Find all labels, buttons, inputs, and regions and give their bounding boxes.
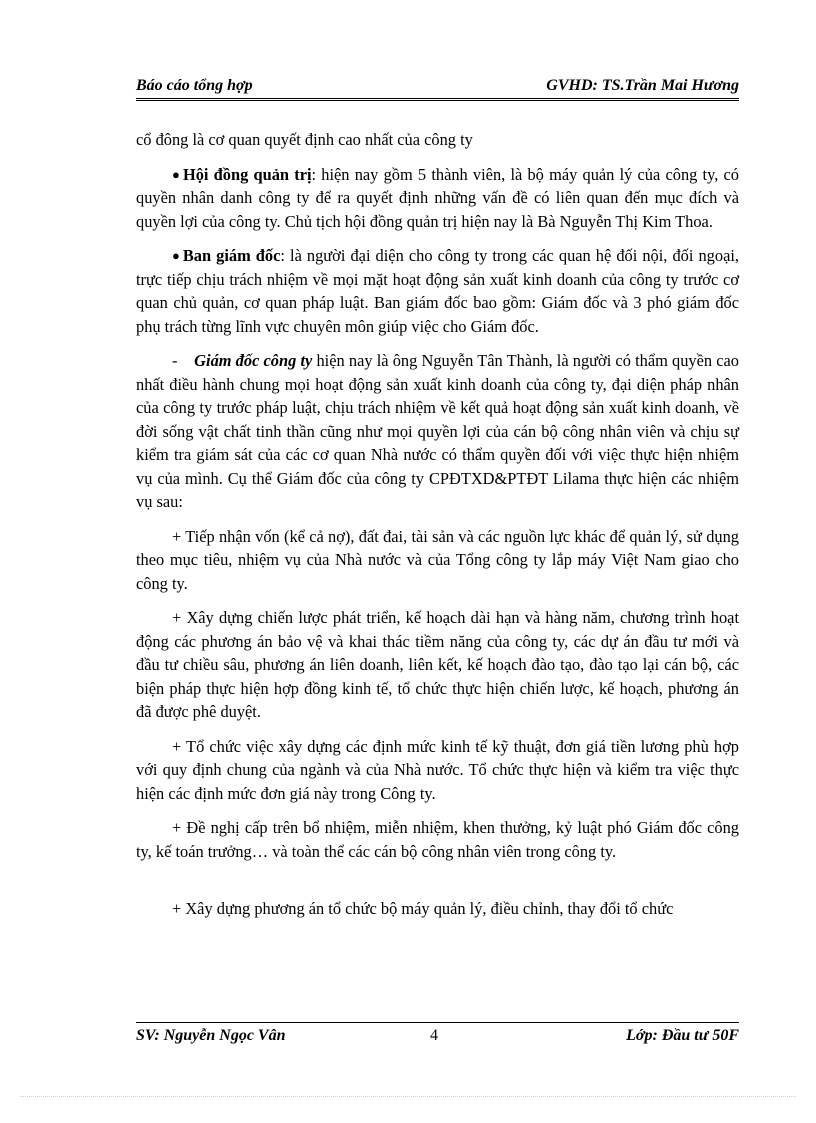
paragraph-shareholders: cổ đông là cơ quan quyết định cao nhất của công ty (136, 130, 473, 149)
paragraph-text: : hiện nay gồm 5 thành viên, là bộ máy quản lý của công ty, có quyền nhân danh công ty để ra quyết định những vấn đề có liên quan đến mục đích và quyền lợi của công ty. Chủ tịch hội đồng quản trị hiện nay là Bà Nguyễn Thị Kim Thoa. (136, 164, 739, 231)
bullet-icon: ● (172, 248, 181, 263)
footer-student: SV: Nguyễn Ngọc Vân (136, 1027, 286, 1044)
paragraph-duty-appointments: + Đề nghị cấp trên bổ nhiệm, miễn nhiệm, khen thưởng, kỷ luật phó Giám đốc công ty, kế toán trưởng… và toàn thể các cán bộ công nhân viên trong công ty. (136, 818, 739, 861)
page-footer (136, 1022, 739, 1049)
paragraph-duty-strategy: + Xây dựng chiến lược phát triển, kế hoạch dài hạn và hàng năm, chương trình hoạt động các phương án bảo vệ và khai thác tiềm năng của công ty, các dự án đầu tư mới và đầu tư chiều sâu, phương án liên doanh, liên kết, kế hoạch đào tạo, đào tạo lại cán bộ, các biện pháp thực hiện hợp đồng kinh tế, tổ chức thực hiện chiến lược, kế hoạch, phương án đã được phê duyệt. (136, 608, 739, 721)
page-header (136, 74, 739, 101)
paragraph-board-of-directors (136, 163, 739, 234)
footer-class: Lớp: Đầu tư 50F (626, 1027, 739, 1044)
paragraph-text: hiện nay là ông Nguyễn Tân Thành, là người có thẩm quyền cao nhất điều hành chung mọi hoạt động sản xuất kinh doanh của công ty, đại diện pháp nhân của công ty trước pháp luật, chịu trách nhiệm về kết quả hoạt động sản xuất kinh doanh, về đời sống vật chất tinh thần cũng như mọi quyền lợi của cán bộ công nhân viên và chịu sự kiểm tra giám sát của các cơ quan Nhà nước có thẩm quyền đối với việc thực hiện nhiệm vụ của mình. Cụ thể Giám đốc của công ty CPĐTXD&PTĐT Lilama thực hiện các nhiệm vụ sau: (136, 351, 739, 511)
paragraph-duty-capital: + Tiếp nhận vốn (kể cả nợ), đất đai, tài sản và các nguồn lực khác để quản lý, sử dụng theo mục tiêu, nhiệm vụ của Nhà nước và của Tổng công ty lắp máy Việt Nam giao cho công ty. (136, 526, 739, 593)
term-board-of-directors: Hội đồng quản trị (182, 164, 312, 184)
header-supervisor: GVHD: TS.Trần Mai Hương (546, 77, 739, 94)
bullet-icon: ● (172, 166, 181, 182)
paragraph-management-board (136, 244, 739, 338)
header-report-title: Báo cáo tổng hợp (136, 77, 253, 94)
paragraph-text: : là người đại diện cho công ty trong các quan hệ đối nội, đối ngoại, trực tiếp chịu trách nhiệm về mọi mặt hoạt động sản xuất kinh doanh của công ty trước cơ quan chủ quản, cơ quan pháp luật. Ban giám đốc bao gồm: Giám đốc và 3 phó giám đốc phụ trách từng lĩnh vực chuyên môn giúp việc cho Giám đốc. (136, 246, 739, 336)
paragraph-duty-norms: + Tổ chức việc xây dựng các định mức kinh tế kỹ thuật, đơn giá tiền lương phù hợp với quy định chung của ngành và của Nhà nước. Tổ chức thực hiện và kiểm tra việc thực hiện các định mức đơn giá này trong Công ty. (136, 736, 739, 803)
page-edge-divider (20, 1096, 796, 1097)
term-director: Giám đốc công ty (194, 351, 313, 370)
paragraph-duty-organization: + Xây dựng phương án tổ chức bộ máy quản lý, điều chỉnh, thay đổi tổ chức (172, 899, 674, 918)
page-number: 4 (430, 1027, 438, 1044)
paragraph-director (136, 349, 739, 514)
dash-marker: - (172, 351, 178, 370)
document-body (136, 128, 739, 932)
term-management-board: Ban giám đốc (182, 246, 281, 265)
